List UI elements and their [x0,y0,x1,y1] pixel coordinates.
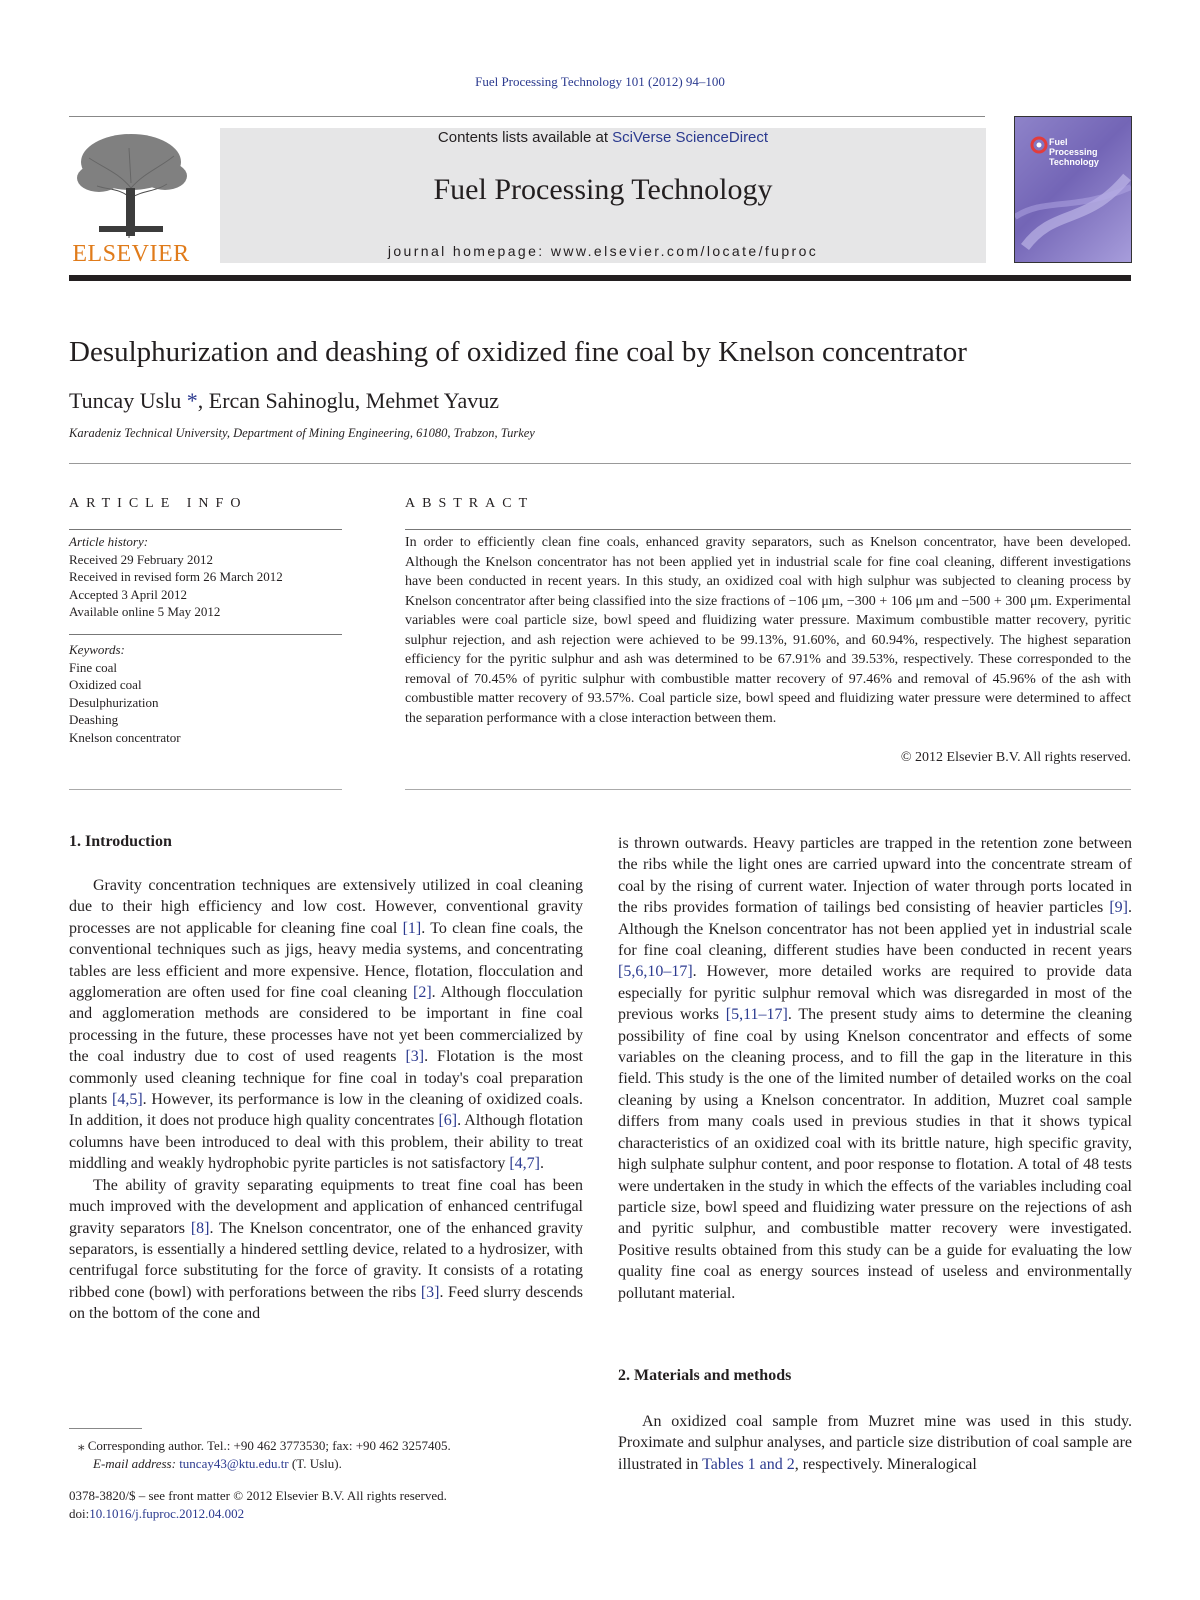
journal-title: Fuel Processing Technology [433,173,773,206]
citation-reference-link[interactable]: [5,6,10–17] [618,963,693,981]
body-column-right [618,833,1132,1304]
abstract-rule [405,529,1131,530]
paragraph-text: . Although flotation columns have been introduced to deal with this problem, their ability to treat middling and weakly hydrophobic pyrite particles is not satisfactory [69,1112,584,1173]
keyword: Fine coal [69,659,118,675]
corresponding-author-footnote: ⁎ Corresponding author. Tel.: +90 462 3773530; fax: +90 462 3257405. E-mail address: tuncay43@ktu.edu.tr (T. Uslu). [78,1438,451,1471]
article-info-rule [69,634,342,635]
keywords-label: Keywords: [69,642,125,657]
history-label: Article history: [69,534,149,549]
section-rule [69,463,1131,464]
issn-line: 0378-3820/$ – see front matter © 2012 Elsevier B.V. All rights reserved. [69,1488,447,1503]
citation-reference-link[interactable]: Tables 1 and 2 [702,1455,795,1473]
section-title-introduction: 1. Introduction [69,833,172,850]
paragraph-text: An oxidized coal sample from Muzret mine was used in this study. Proximate and sulphur analyses, and particle size distribution of coal sample are illustrated in [618,1413,1132,1473]
paragraph-text: . Although the Knelson concentrator has not been applied yet in industrial scale for fine coal cleaning, different studies have been conducted in recent years [618,899,1132,960]
doi-link[interactable]: 10.1016/j.fuproc.2012.04.002 [89,1506,245,1521]
corresponding-author-mark[interactable]: * [186,388,198,413]
keyword: Oxidized coal [69,677,142,692]
abstract-rule [405,789,1131,790]
citation-reference-link[interactable]: [3] [405,1048,425,1066]
citation-reference-link[interactable]: [3] [420,1283,440,1301]
section-title-materials: 2. Materials and methods [618,1367,792,1384]
paragraph-text: Gravity concentration techniques are extensively utilized in coal cleaning due to their high efficiency and low cost. However, conventional gravity processes are not applicable for cleaning fine coal [69,877,583,937]
history-online: Available online 5 May 2012 [69,604,221,619]
paragraph [618,1411,1132,1475]
history-accepted: Accepted 3 April 2012 [69,586,188,602]
elsevier-wordmark: ELSEVIER [72,241,190,267]
journal-citation[interactable]: Fuel Processing Technology 101 (2012) 94–100 [475,74,725,89]
paragraph-text: The ability of gravity separating equipments to treat fine coal has been much improved with the development and application of enhanced centrifugal gravity separators [69,1176,583,1237]
author-list: Tuncay Uslu *, Ercan Sahinoglu, Mehmet Yavuz [69,388,499,413]
footnote-mark: ⁎ [78,1438,85,1453]
article-info-rule [69,529,342,530]
contents-line [220,129,986,146]
paragraph-text: . The Knelson concentrator, one of the enhanced gravity separators, is essentially a hindered settling device, related to a hydrosizer, with centrifugal force substituting for the force of gravity. It consists of a rotating ribbed cone (bowl) with perforations between the ribs [69,1219,583,1301]
article-info-rule [69,789,342,790]
abstract-text: In order to efficiently clean fine coals, enhanced gravity separators, such as Knelson concentrator, have been developed. Although the Knelson concentrator has not been applied yet in industrial scale for fine coal cleaning, different investigations have been conducted in recent years. In this study, an oxidized coal with high sulphur was subjected to cleaning process by Knelson concentrator after being classified into the size fractions of −106 μm, −300 + 106 μm and −500 + 300 μm. Experimental variables were coal particle size, bowl speed and fluidizing water pressure. Maximum combustible matter recovery, pyritic sulphur rejection, and ash rejection were achieved to be 99.13%, 91.60%, and 60.94%, respectively. The highest separation efficiency for the pyritic sulphur and ash was determined to be 67.91% and 39.53%, respectively. These corresponded to the removal of 70.45% of pyritic sulphur with combustible matter recovery of 97.46% and removal of 45.96% of the ash with combustible matter recovery of 93.57%. Coal particle size, bowl speed and fluidizing water pressure were determined to affect the separation performance with a close interaction between them. [405,535,1131,726]
affiliation: Karadeniz Technical University, Department of Mining Engineering, 61080, Trabzon, Turkey [69,426,535,440]
paragraph-text: . Flotation is the most commonly used cleaning technique for fine coal in today's coal preparation plants [69,1048,583,1109]
article-history [69,533,283,621]
citation-reference-link[interactable]: [4,7] [509,1155,540,1173]
paragraph-text: . However, its performance is low in the cleaning of oxidized coals. In addition, it does not produce high quality concentrates [69,1091,584,1130]
paragraph [69,1175,583,1325]
footnote-rule [69,1428,142,1429]
keywords-list [69,641,181,746]
header-rule [69,116,985,117]
paragraph-text: , respectively. Mineralogical [794,1455,977,1473]
keyword: Deashing [69,712,119,727]
sciencedirect-link[interactable]: SciVerse ScienceDirect [612,129,769,146]
article-info-heading: ARTICLE INFO [69,496,248,511]
journal-homepage[interactable]: journal homepage: www.elsevier.com/locate/fuproc [387,243,819,259]
paragraph [69,875,583,1175]
keyword: Knelson concentrator [69,729,181,745]
paragraph-text: . The present study aims to determine the cleaning possibility of fine coal by using Knelson concentrator and effects of some variables on the cleaning process, and to fill the gap in the literature in this field. This study is the one of the limited number of detailed works on the coal cleaning by using a Knelson concentrator. In addition, Muzret coal sample differs from many coals used in previous studies in that it shows typical characteristics of an oxidized coal with its brittle nature, high specific gravity, high sulphate sulphur content, and poor response to flotation. A total of 48 tests were undertaken in the study in which the effects of the variables including coal particle size, bowl speed and fluidizing water pressure on the rejections of ash and pyritic sulphur, and combustible matter recovery were investigated. Positive results obtained from this study can be a guide for evaluating the low quality fine coal as energy sources instead of useless and environmentally pollutant material. [618,1006,1132,1302]
history-revised: Received in revised form 26 March 2012 [69,569,283,584]
citation-reference-link[interactable]: [4,5] [111,1091,143,1109]
abstract-heading: ABSTRACT [405,496,535,511]
paragraph [618,833,1132,1304]
history-received: Received 29 February 2012 [69,551,214,567]
body-column-right-2 [618,1411,1132,1475]
article-title: Desulphurization and deashing of oxidized fine coal by Knelson concentrator [69,336,967,368]
paragraph-text: . [540,1155,544,1173]
citation-reference-link[interactable]: [6] [438,1112,458,1130]
author-email-link[interactable]: tuncay43@ktu.edu.tr [179,1456,289,1471]
cover-title: Fuel Processing Technology [1049,137,1099,167]
journal-cover-image [1014,116,1132,263]
paragraph-text: . Although flocculation and agglomeration methods are considered to be important in fine coal processing in the future, these processes have not yet been commercialized by the coal industry due to cost of used reagents [69,984,583,1066]
paragraph-text: . However, more detailed works are required to provide data especially for pyritic sulphur removal which was disregarded in most of the previous works [618,963,1132,1024]
citation-reference-link[interactable]: [1] [402,919,422,937]
paragraph-text: is thrown outwards. Heavy particles are trapped in the retention zone between the ribs while the light ones are carried upward into the concentrate stream of coal by the rising of current water. Injection of water through ports located in the ribs provides formation of tailings bed consisting of heavier particles [618,835,1132,917]
contents-prefix: Contents lists available at [437,129,613,146]
citation-reference-link[interactable]: [9] [1109,899,1128,917]
front-matter: 0378-3820/$ – see front matter © 2012 Elsevier B.V. All rights reserved. doi:10.1016/j.fuproc.2012.04.002 [69,1488,447,1521]
citation-reference-link[interactable]: [5,11–17] [725,1006,788,1024]
paragraph-text: . To clean fine coals, the conventional techniques such as jigs, heavy media systems, and concentrating tables are less efficient and more expensive. Hence, flotation, flocculation and agglomeration are often used for fine coal cleaning [69,919,584,1002]
body-column-left [69,875,583,1325]
paragraph-text: . Feed slurry descends on the bottom of the cone and [69,1283,583,1323]
header-thick-rule [69,275,1131,281]
citation-reference-link[interactable]: [2] [413,984,432,1002]
citation-reference-link[interactable]: [8] [190,1219,210,1237]
abstract-copyright: © 2012 Elsevier B.V. All rights reserved. [900,750,1131,765]
keyword: Desulphurization [69,694,159,710]
